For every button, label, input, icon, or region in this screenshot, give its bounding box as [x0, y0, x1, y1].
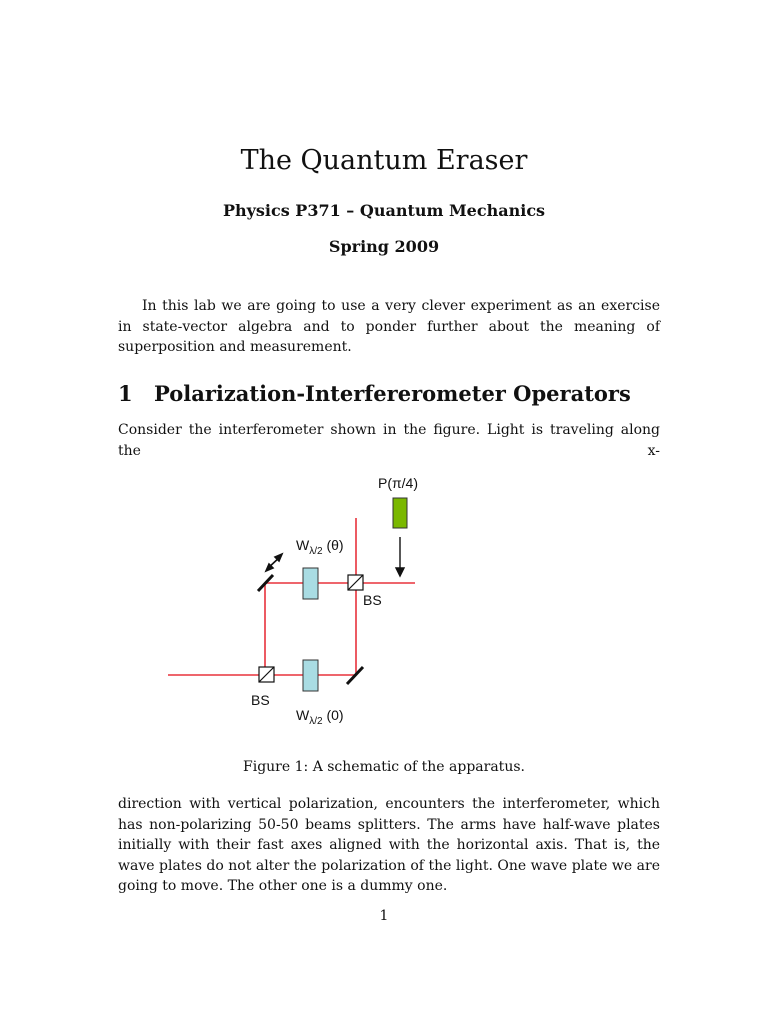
beam-splitter-top: [348, 575, 363, 590]
interferometer-schematic: [160, 465, 440, 730]
section-number: 1: [118, 381, 133, 406]
section-paragraph: Consider the interferometer shown in the figure. Light is traveling along the x-: [118, 422, 660, 459]
paper-title: The Quantum Eraser: [240, 145, 528, 176]
movable-mirror-arrow-icon: [266, 554, 282, 571]
term-date: Spring 2009: [328, 237, 440, 256]
waveplate-top: [303, 568, 318, 599]
waveplate-top-label: $W_{\lambda/2}$ (θ): [296, 537, 344, 557]
section-title: Polarization-Interfererometer Operators: [154, 381, 631, 406]
waveplate-bottom: [303, 660, 318, 691]
waveplate-bottom-label: $W_{\lambda/2}$ (0): [296, 707, 344, 727]
apparatus-figure: [160, 465, 440, 730]
intro-paragraph: In this lab we are going to use a very clever experiment as an exercise in state-vector algebra and to ponder further about the meaning of superposition and measurement.: [118, 298, 660, 355]
body-paragraph: direction with vertical polarization, encounters the interferometer, which has non-polarizing 50-50 beams splitters. The arms have half-wave plates initially with their fast axes aligned with the horizontal axis. That is, the wave plates do not alter the polarization of the light. One wave plate we are going to move. The other one is a dummy one.: [118, 796, 660, 894]
polarizer: [393, 498, 407, 528]
down-arrow-icon: [396, 537, 404, 576]
bs-bottom-label: BS: [251, 692, 270, 708]
beam-splitter-bottom: [259, 667, 274, 682]
figure-caption: Figure 1: A schematic of the apparatus.: [243, 759, 525, 775]
bs-top-label: BS: [363, 592, 382, 608]
course-name: Physics P371 – Quantum Mechanics: [222, 201, 546, 220]
section-heading: [118, 381, 631, 406]
polarizer-label: P(π/4): [378, 475, 418, 491]
page-number: 1: [379, 908, 389, 924]
